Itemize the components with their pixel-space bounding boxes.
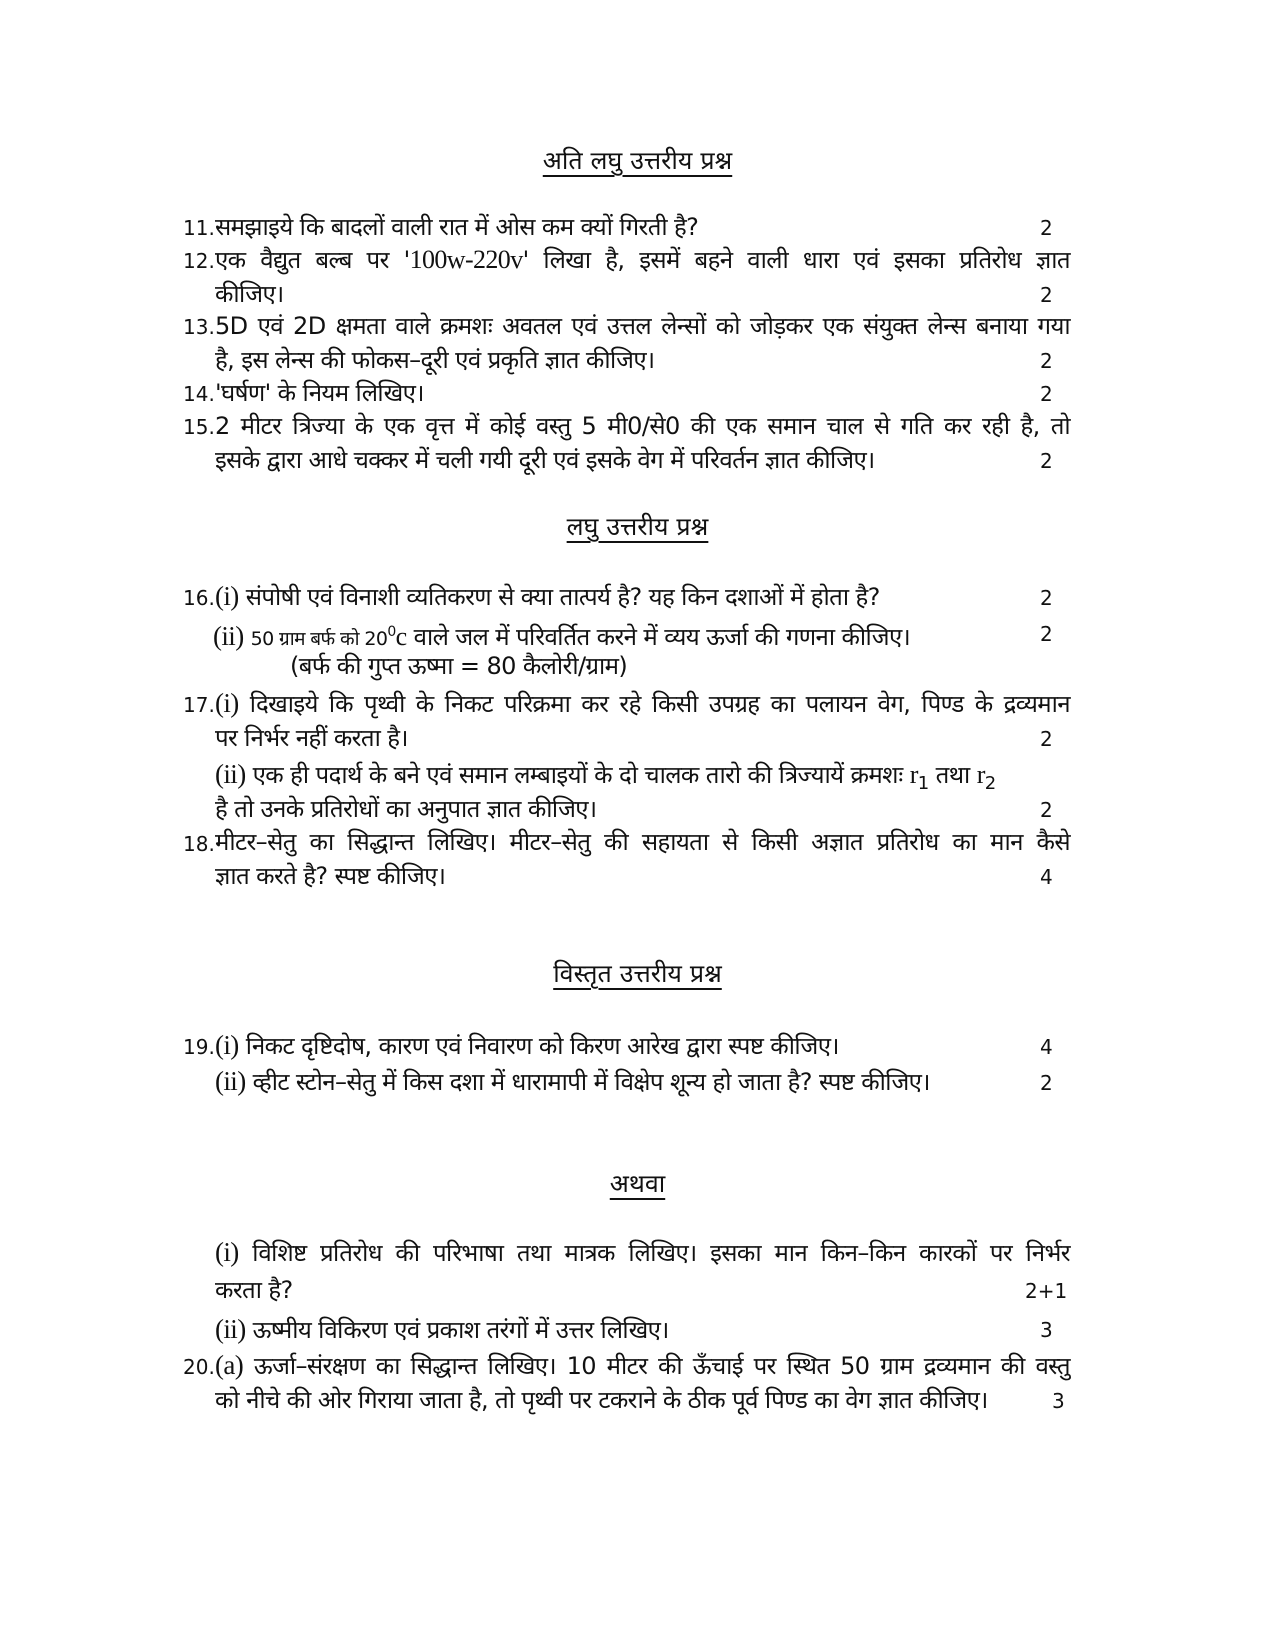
question-text: करता है? bbox=[215, 1276, 293, 1304]
question-marks: 2+1 bbox=[1025, 1279, 1068, 1303]
question-marks: 2 bbox=[1040, 382, 1053, 406]
section-heading-long: विस्तृत उत्तरीय प्रश्न bbox=[553, 959, 722, 988]
section-heading-or: अथवा bbox=[609, 1169, 666, 1198]
question-number: 12. bbox=[183, 249, 215, 273]
question-text: मीटर–सेतु का सिद्धान्त लिखिए। मीटर–सेतु की सहायता से किसी अज्ञात प्रतिरोध का मान कैसे bbox=[215, 828, 1070, 856]
question-text: समझाइये कि बादलों वाली रात में ओस कम क्यों गिरती है? bbox=[215, 213, 699, 241]
question-marks: 4 bbox=[1040, 1035, 1053, 1059]
question-text: 5D एवं 2D क्षमता वाले क्रमशः अवतल एवं उत्तल लेन्सों को जोड़कर एक संयुक्त लेन्स बनाया गया bbox=[215, 312, 1070, 340]
question-text: इसके द्वारा आधे चक्कर में चली गयी दूरी एवं इसके वेग में परिवर्तन ज्ञात कीजिए। bbox=[215, 446, 875, 474]
question-text: (i) संपोषी एवं विनाशी व्यतिकरण से क्या तात्पर्य है? यह किन दशाओं में होता है? bbox=[215, 581, 880, 611]
question-number: 16. bbox=[183, 586, 215, 610]
question-text: (i) निकट दृष्टिदोष, कारण एवं निवारण को किरण आरेख द्वारा स्पष्ट कीजिए। bbox=[215, 1030, 839, 1060]
question-marks: 2 bbox=[1040, 622, 1053, 646]
question-text: (a) ऊर्जा–संरक्षण का सिद्धान्त लिखिए। 10 मीटर की ऊँचाई पर स्थित 50 ग्राम द्रव्यमान की वस्तु bbox=[215, 1350, 1071, 1380]
question-text: है, इस लेन्स की फोकस–दूरी एवं प्रकृति ज्ञात कीजिए। bbox=[215, 346, 655, 374]
question-text: को नीचे की ओर गिराया जाता है, तो पृथ्वी पर टकराने के ठीक पूर्व पिण्ड का वेग ज्ञात कीजिए। bbox=[215, 1386, 988, 1414]
question-text: (ii) ऊष्मीय विकिरण एवं प्रकाश तरंगों में उत्तर लिखिए। bbox=[215, 1314, 669, 1344]
question-marks: 2 bbox=[1040, 1071, 1053, 1095]
question-text: 'घर्षण' के नियम लिखिए। bbox=[215, 379, 424, 407]
question-number: 13. bbox=[183, 315, 215, 339]
question-note: (बर्फ की गुप्त ऊष्मा = 80 कैलोरी/ग्राम) bbox=[290, 652, 628, 680]
question-text: कीजिए। bbox=[215, 280, 284, 308]
question-text: (ii) व्हीट स्टोन–सेतु में किस दशा में धारामापी में विक्षेप शून्य हो जाता है? स्पष्ट कीजिए। bbox=[215, 1066, 930, 1096]
section-heading-very-short: अति लघु उत्तरीय प्रश्न bbox=[542, 146, 733, 175]
question-text: पर निर्भर नहीं करता है। bbox=[215, 724, 408, 752]
question-marks: 2 bbox=[1040, 283, 1053, 307]
question-marks: 3 bbox=[1040, 1318, 1053, 1342]
question-number: 11. bbox=[183, 216, 215, 240]
question-marks: 2 bbox=[1040, 449, 1053, 473]
question-number: 20. bbox=[183, 1355, 215, 1379]
question-text: (ii) एक ही पदार्थ के बने एवं समान लम्बाइयों के दो चालक तारो की त्रिज्यायें क्रमशः $r_1$ तथा $r_2$ bbox=[215, 759, 996, 794]
question-marks: 2 bbox=[1040, 586, 1053, 610]
question-text: ज्ञात करते है? स्पष्ट कीजिए। bbox=[215, 862, 446, 890]
question-number: 14. bbox=[183, 382, 215, 406]
question-text: (ii) 50 ग्राम बर्फ को $20^0c$ वाले जल में परिवर्तित करने में व्यय ऊर्जा की गणना कीजिए। bbox=[213, 621, 911, 651]
question-text: है तो उनके प्रतिरोधों का अनुपात ज्ञात कीजिए। bbox=[215, 795, 597, 823]
question-number: 17. bbox=[183, 693, 215, 717]
question-marks: 2 bbox=[1040, 798, 1053, 822]
question-text: (i) विशिष्ट प्रतिरोध की परिभाषा तथा मात्रक लिखिए। इसका मान किन–किन कारकों पर निर्भर bbox=[215, 1237, 1071, 1267]
question-marks: 2 bbox=[1040, 349, 1053, 373]
question-marks: 3 bbox=[1052, 1389, 1065, 1413]
question-marks: 2 bbox=[1040, 216, 1053, 240]
question-text: एक वैद्युत बल्ब पर '100w-220v' लिखा है, इसमें बहने वाली धारा एवं इसका प्रतिरोध ज्ञात bbox=[215, 245, 1070, 274]
question-number: 19. bbox=[183, 1035, 215, 1059]
section-heading-short: लघु उत्तरीय प्रश्न bbox=[566, 512, 709, 541]
question-number: 18. bbox=[183, 832, 215, 856]
question-marks: 2 bbox=[1040, 727, 1053, 751]
question-marks: 4 bbox=[1040, 865, 1053, 889]
question-text: (i) दिखाइये कि पृथ्वी के निकट परिक्रमा कर रहे किसी उपग्रह का पलायन वेग, पिण्ड के द्रव्यमान bbox=[215, 688, 1070, 718]
question-text: 2 मीटर त्रिज्या के एक वृत्त में कोई वस्तु 5 मी0/से0 की एक समान चाल से गति कर रही है, तो bbox=[215, 412, 1070, 440]
question-number: 15. bbox=[183, 415, 215, 439]
